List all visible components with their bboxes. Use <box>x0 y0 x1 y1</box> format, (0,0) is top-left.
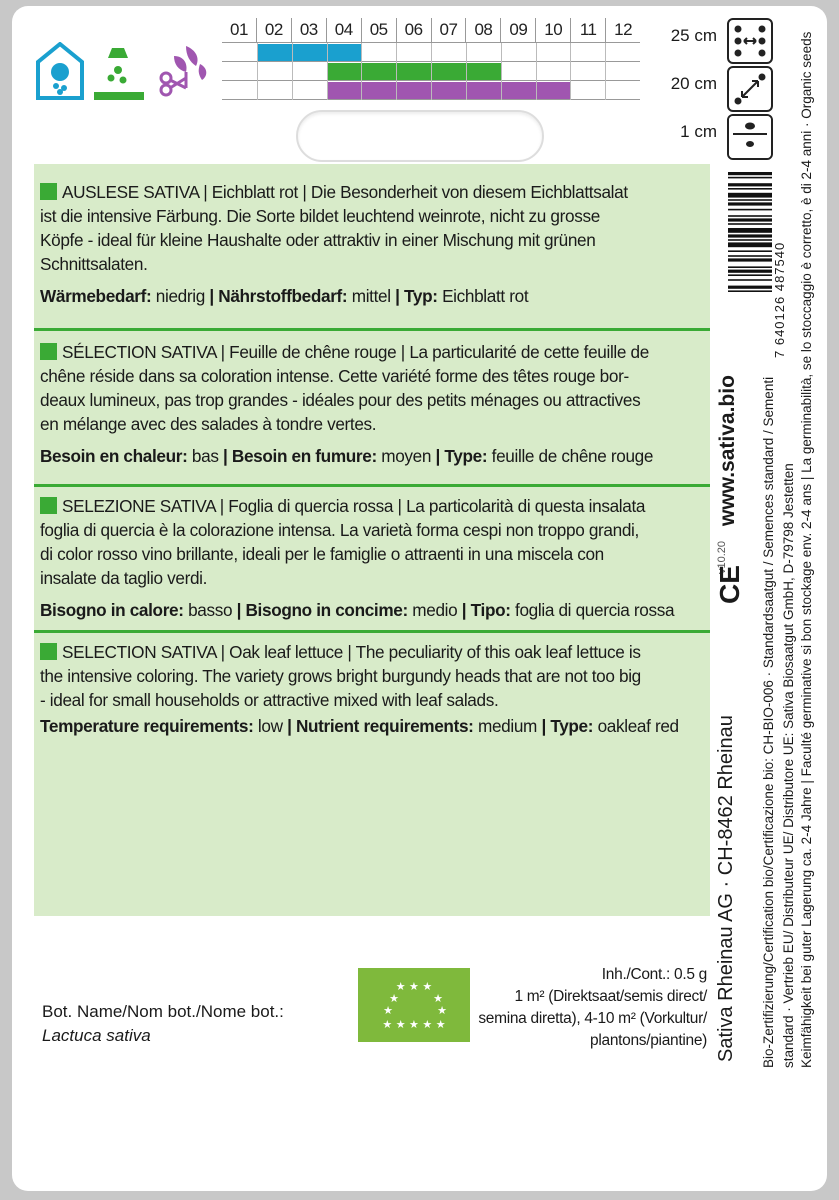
plant-spacing <box>633 66 773 112</box>
grid-line <box>501 43 502 100</box>
sowing-depth-icon <box>727 114 773 160</box>
section-italian <box>40 494 704 622</box>
content-line: 1 m² (Direktsaat/semis direct/ <box>514 988 707 1005</box>
content-line: semina diretta), 4-10 m² (Vorkultur/ <box>478 1010 707 1027</box>
grid-line <box>292 43 293 100</box>
month-10: 10 <box>535 18 570 42</box>
botanical-name <box>42 1000 284 1048</box>
month-09: 09 <box>500 18 535 42</box>
botanical-latin-name: Lactuca sativa <box>42 1026 151 1045</box>
website: www.sativa.bio <box>716 375 739 526</box>
seed-packet-back <box>12 6 827 1191</box>
svg-text:★ ★ ★: ★ ★ ★ <box>395 980 433 993</box>
svg-text:★: ★ <box>437 1004 447 1017</box>
row-spacing-icon <box>727 18 773 64</box>
divider <box>34 630 710 633</box>
svg-text:★: ★ <box>389 992 399 1005</box>
month-11: 11 <box>570 18 605 42</box>
section-french-requirements: Besoin en chaleur: bas | Besoin en fumure: moyen | Type: feuille de chêne rouge <box>40 446 654 466</box>
section-french <box>40 340 704 468</box>
calendar-grid <box>222 42 640 100</box>
section-german <box>40 180 704 308</box>
green-square-icon <box>40 183 57 200</box>
month-header <box>222 18 640 42</box>
calendar-bar <box>327 63 501 80</box>
svg-text:★: ★ <box>433 992 443 1005</box>
version: v10.20 <box>716 540 728 574</box>
sowing-depth-label: 1 cm <box>680 122 717 141</box>
section-english <box>40 640 704 738</box>
germination-info: Keimfähigkeit bei guter Lagerung ca. 2-4 Jahre | Faculté germinative si bon stockage env. 2-4 ans | La germinabilità, se lo stoccaggio è corretto, è di 2-4 anni · Organic seeds <box>799 31 814 1068</box>
month-01: 01 <box>230 20 248 39</box>
svg-text:★ ★ ★ ★ ★: ★ ★ ★ ★ ★ <box>382 1018 446 1031</box>
section-french-text: SÉLECTION SATIVA | Feuille de chêne rouge | La particularité de cette feuille de chêne réside dans sa coloration intense. Cette variété forme des têtes rouge bor- deaux lumineux, pas trop grandes - idéales pour des petits ménages ou attractives en mélange avec des salades à tondre vertes. <box>40 342 649 434</box>
section-german-requirements: Wärmebedarf: niedrig | Nährstoffbedarf: mittel | Typ: Eichblatt rot <box>40 286 529 306</box>
section-italian-text: SELEZIONE SATIVA | Foglia di quercia rossa | La particolarità di questa insalata foglia di quercia è la colorazione intensa. La varietà forma cespi non troppo grandi, di color rosso vino brillante, ideali per le famiglie o attraenti in una miscela con insalate da taglio verdi. <box>40 496 646 588</box>
grid-line <box>431 43 432 100</box>
section-german-text: AUSLESE SATIVA | Eichblatt rot | Die Besonderheit von diesem Eichblattsalat ist die intensive Färbung. Die Sorte bildet leuchtend weinrote, nicht zu grosse Köpfe - ideal für kleine Haushalte oder attraktiv in einer Mischung mit grünen Schnittsalaten. <box>40 182 628 274</box>
divider <box>34 328 710 331</box>
calendar-bar <box>327 82 571 99</box>
ce-mark: CE <box>714 565 745 604</box>
grid-line <box>257 43 258 100</box>
grid-line <box>536 43 537 100</box>
section-english-text: SELECTION SATIVA | Oak leaf lettuce | The peculiarity of this oak leaf lettuce is the intensive coloring. The variety grows bright burgundy heads that are not too big - ideal for small households or attractive mixed with leaf salads. <box>40 642 641 710</box>
plant-spacing-label: 20 cm <box>670 74 717 93</box>
grid-line <box>466 43 467 100</box>
description-panel <box>34 164 710 916</box>
company-address: Sativa Rheinau AG · CH-8462 Rheinau <box>715 715 737 1062</box>
month-05: 05 <box>361 18 396 42</box>
svg-text:★: ★ <box>383 1004 393 1017</box>
botanical-label: Bot. Name/Nom bot./Nome bot.: <box>42 1002 284 1021</box>
content-line: plantons/piantine) <box>590 1032 707 1049</box>
section-italian-requirements: Bisogno in calore: basso | Bisogno in concime: medio | Tipo: foglia di quercia rossa <box>40 600 675 620</box>
row-spacing-label: 25 cm <box>670 26 717 45</box>
sowing-depth <box>633 114 773 160</box>
calendar-bar <box>257 44 362 61</box>
month-08: 08 <box>465 18 500 42</box>
eu-organic-logo <box>358 968 470 1042</box>
grid-line <box>605 43 606 100</box>
harvest-icon <box>156 42 210 100</box>
sowing-calendar <box>222 18 640 100</box>
green-square-icon <box>40 343 57 360</box>
barcode <box>728 172 778 352</box>
grid-line <box>327 43 328 100</box>
month-04: 04 <box>326 18 361 42</box>
row-spacing <box>633 18 773 64</box>
month-12: 12 <box>605 18 640 42</box>
month-02: 02 <box>256 18 291 42</box>
month-03: 03 <box>291 18 326 42</box>
outdoor-sowing-icon <box>94 46 144 100</box>
grid-line <box>361 43 362 100</box>
content-amount: Inh./Cont.: 0.5 g <box>601 966 707 983</box>
divider <box>34 484 710 487</box>
month-07: 07 <box>431 18 466 42</box>
green-square-icon <box>40 643 57 660</box>
hang-hole <box>296 110 544 162</box>
content-info <box>467 964 707 1052</box>
grid-line <box>396 43 397 100</box>
certification-line-2: standard · Vertrieb EU/ Distributeur UE/ Distributore UE: Sativa Biosaatgut GmbH, D-79798 Jestetten <box>781 463 796 1068</box>
grid-line <box>570 43 571 100</box>
certification-line-1: Bio-Zertifizierung/Certification bio/Certificazione bio: CH-BIO-006 · Standardsaatgut / Semences standard / Sementi <box>761 376 776 1068</box>
indoor-sowing-icon <box>36 42 84 100</box>
section-english-requirements: Temperature requirements: low | Nutrient requirements: medium | Type: oakleaf red <box>40 716 679 736</box>
barcode-number: 7 640126 487540 <box>772 241 787 358</box>
month-06: 06 <box>396 18 431 42</box>
plant-spacing-icon <box>727 66 773 112</box>
green-square-icon <box>40 497 57 514</box>
